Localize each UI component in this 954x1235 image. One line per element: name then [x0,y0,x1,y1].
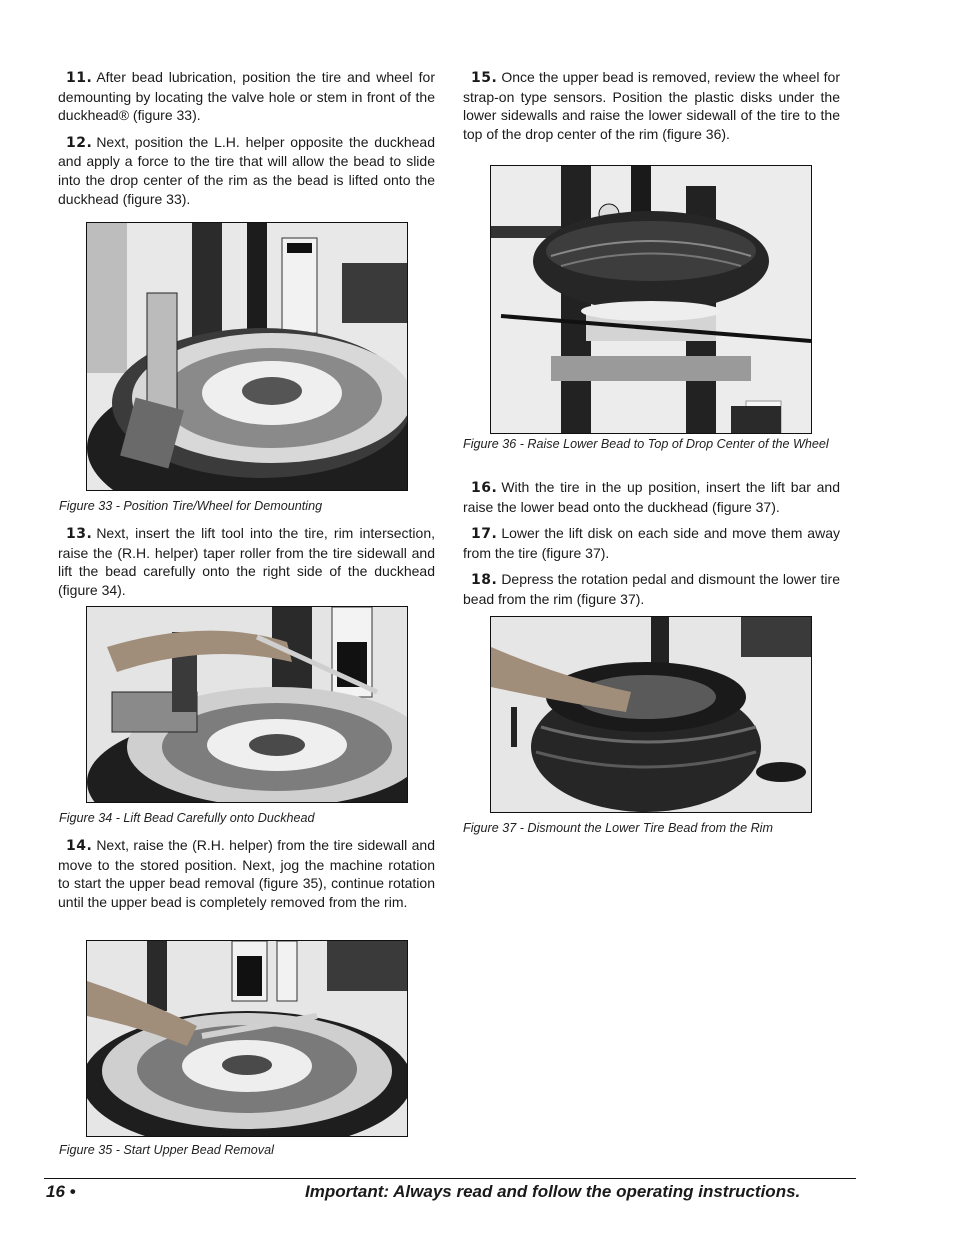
right-column-lower [463,478,840,617]
step-number: 11. [66,70,93,86]
right-column [463,68,840,151]
step-17 [463,524,840,562]
step-number: 14. [66,838,93,854]
step-16 [463,478,840,516]
figure-37-caption: Figure 37 - Dismount the Lower Tire Bead from the Rim [463,821,773,835]
step-text: Once the upper bead is removed, review the wheel for strap-on type sensors. Position the plastic disks under the lower sidewalls and raise the lower sidewall of the tire to the top of the drop center of the rim (figure 36). [463,69,840,142]
step-number: 18. [471,572,498,589]
step-number: 15. [471,70,498,86]
step-text: After bead lubrication, position the tire and wheel for demounting by locating the valve hole or stem in front of the duckhead® (figure 33). [58,69,435,124]
step-11 [58,68,435,125]
step-text: With the tire in the up position, insert the lift bar and raise the lower bead onto the duckhead (figure 37). [463,479,840,515]
step-13 [58,524,435,599]
step-text: Next, insert the lift tool into the tire, rim intersection, raise the (R.H. helper) taper roller from the tire sidewall and lift the bead carefully onto the right side of the duckhead (figure 34). [58,525,435,598]
footer-rule [44,1178,856,1179]
step-14 [58,836,435,911]
step-text: Depress the rotation pedal and dismount the lower tire bead from the rim (figure 37). [463,571,840,607]
figure-34-caption: Figure 34 - Lift Bead Carefully onto Duckhead [59,811,315,825]
left-column-lower [58,836,435,919]
step-text: Next, position the L.H. helper opposite the duckhead and apply a force to the tire that will allow the bead to slide into the drop center of the rim as the bead is lifted onto the duckhead (figure 33). [58,133,435,207]
figure-34-photo [86,606,408,803]
figure-33-caption: Figure 33 - Position Tire/Wheel for Demounting [59,499,323,513]
step-number: 13. [66,526,93,542]
page-number: 16 • [46,1182,76,1201]
step-15 [463,68,840,143]
step-number: 12. [66,134,93,151]
step-18 [463,570,840,608]
step-text: Next, raise the (R.H. helper) from the tire sidewall and move to the stored position. Next, jog the machine rotation to start the upper bead removal (figure 35), continue rotation until the upper bead is completely removed from the rim. [58,837,435,910]
step-number: 17. [471,526,498,543]
figure-36-caption: Figure 36 - Raise Lower Bead to Top of Drop Center of the Wheel [463,437,829,451]
figure-35-photo [86,940,408,1137]
footer-note: Important: Always read and follow the operating instructions. [305,1182,801,1201]
figure-36-photo [490,165,812,434]
step-12 [58,133,435,208]
step-number: 16. [471,480,498,496]
figure-37-photo [490,616,812,813]
left-column [58,68,435,216]
step-text: Lower the lift disk on each side and move them away from the tire (figure 37). [463,525,840,561]
figure-35-caption: Figure 35 - Start Upper Bead Removal [59,1143,274,1157]
figure-33-photo [86,222,408,491]
left-column-mid [58,524,435,607]
